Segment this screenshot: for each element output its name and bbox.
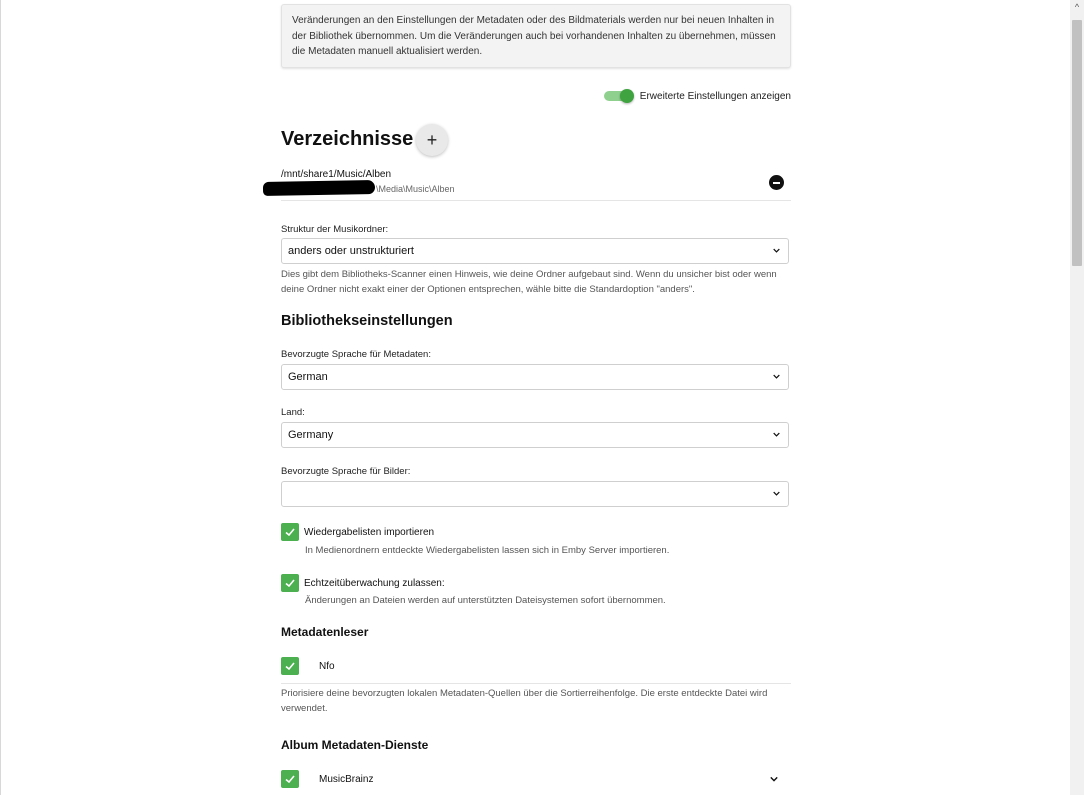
chevron-down-icon xyxy=(773,431,780,438)
metadata-reader-item[interactable] xyxy=(281,655,791,684)
album-metadata-title: Album Metadaten-Dienste xyxy=(281,738,429,752)
country-select[interactable] xyxy=(281,422,789,448)
chevron-down-icon xyxy=(773,373,780,380)
vertical-scrollbar[interactable] xyxy=(1070,0,1084,795)
redaction-mark xyxy=(263,180,375,196)
image-language-label: Bevorzugte Sprache für Bilder: xyxy=(281,466,411,477)
import-playlists-checkbox[interactable] xyxy=(281,523,299,541)
country-value: Germany xyxy=(288,429,334,441)
checkmark-icon xyxy=(284,577,296,589)
metadata-readers-title: Metadatenleser xyxy=(281,625,369,639)
nfo-checkbox[interactable] xyxy=(281,657,299,675)
realtime-monitoring-desc: Änderungen an Dateien werden auf unterstützten Dateisystemen sofort übernommen. xyxy=(305,595,666,606)
musicbrainz-checkbox[interactable] xyxy=(281,770,299,788)
metadata-language-select[interactable] xyxy=(281,364,789,390)
music-structure-select[interactable] xyxy=(281,238,789,264)
scrollbar-thumb[interactable] xyxy=(1072,20,1082,266)
realtime-monitoring-label: Echtzeitüberwachung zulassen: xyxy=(304,578,445,589)
nfo-label: Nfo xyxy=(319,661,335,672)
realtime-monitoring-checkbox[interactable] xyxy=(281,574,299,592)
metadata-language-value: German xyxy=(288,371,328,383)
country-label: Land: xyxy=(281,407,305,418)
folder-network-path: \Media\Music\Alben xyxy=(376,184,455,194)
metadata-notice xyxy=(281,4,791,68)
import-playlists-label: Wiedergabelisten importieren xyxy=(304,527,435,538)
advanced-settings-toggle[interactable] xyxy=(604,90,634,102)
plus-icon: + xyxy=(426,129,438,150)
music-structure-label: Struktur der Musikordner: xyxy=(281,224,389,235)
checkmark-icon xyxy=(284,526,296,538)
folders-title: Verzeichnisse xyxy=(281,128,414,150)
chevron-down-icon xyxy=(773,247,780,254)
music-structure-value: anders oder unstrukturiert xyxy=(288,245,414,257)
notice-text: Veränderungen an den Einstellungen der Metadaten oder des Bildmaterials werden nur bei neuen Inhalten in der Bibliothek übernommen. Um die Veränderungen auch bei vorhandenen Inhalten zu übernehmen, müssen die Metadaten manuell aktualisiert werden. xyxy=(292,15,776,57)
music-structure-help: Dies gibt dem Bibliotheks-Scanner einen Hinweis, wie deine Ordner aufgebaut sind. Wenn du unsicher bist oder wenn deine Ordner nicht exakt einer der Optionen entsprechen, wähle bitte die Standardoption "anders". xyxy=(281,269,777,295)
remove-folder-icon[interactable] xyxy=(769,175,784,190)
library-settings-title: Bibliothekseinstellungen xyxy=(281,313,453,329)
advanced-settings-toggle-row[interactable] xyxy=(604,88,791,104)
metadata-language-label: Bevorzugte Sprache für Metadaten: xyxy=(281,349,431,360)
chevron-down-icon xyxy=(773,490,780,497)
scroll-up-icon[interactable]: ^ xyxy=(1074,2,1080,12)
checkmark-icon xyxy=(284,773,296,785)
checkmark-icon xyxy=(284,660,296,672)
folder-path: /mnt/share1/Music/Alben xyxy=(281,169,392,180)
add-folder-button[interactable] xyxy=(416,124,448,156)
left-border xyxy=(0,0,1,795)
folder-item[interactable] xyxy=(281,166,791,201)
metadata-readers-help: Priorisiere deine bevorzugten lokalen Metadaten-Quellen über die Sortierreihenfolge. Die erste entdeckte Datei wird verwendet. xyxy=(281,688,768,714)
image-language-select[interactable] xyxy=(281,481,789,507)
import-playlists-desc: In Medienordnern entdeckte Wiedergabelisten lassen sich in Emby Server importieren. xyxy=(305,545,670,556)
advanced-settings-label: Erweiterte Einstellungen anzeigen xyxy=(639,90,791,102)
chevron-down-icon[interactable] xyxy=(770,775,778,783)
musicbrainz-label: MusicBrainz xyxy=(319,774,374,785)
